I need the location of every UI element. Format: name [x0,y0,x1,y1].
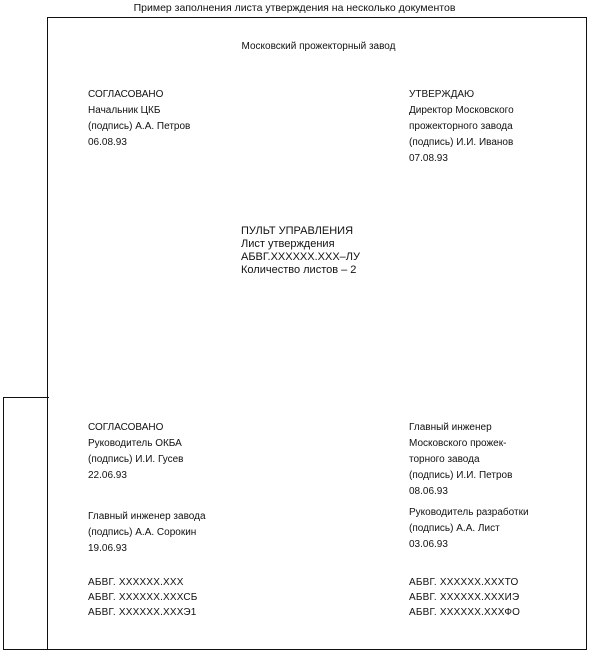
document-code-item: АБВГ. ХХХХХХ.ХХХЭ1 [88,607,197,618]
organization-name: Московский прожекторный завод [241,41,396,52]
approval-block-bottom-left [88,420,183,484]
document-codes-right [409,575,520,620]
chief-engineer-signature: (подпись) А.А. Сорокин [88,527,197,538]
document-name: ПУЛЬТ УПРАВЛЕНИЯ [241,225,354,237]
document-code-item: АБВГ. ХХХХХХ.ХХХСБ [88,592,198,603]
document-code: АБВГ.ХХХХХХ.ХХХ–ЛУ [241,251,360,263]
document-sheets-count: Количество листов – 2 [241,264,357,276]
document-code-item: АБВГ. ХХХХХХ.ХХХ [88,577,184,588]
document-codes-left [88,575,198,620]
chief-engineer-date: 19.06.93 [88,543,127,554]
figure-caption: Пример заполнения листа утверждения на несколько документов [133,2,456,14]
chief-engineer-right-block [409,420,512,500]
approve-signature: (подпись) И.И. Иванов [409,137,514,148]
approve-position-line2: прожекторного завода [409,121,513,132]
chief-engineer-right-signature: (подпись) И.И. Петров [409,470,513,481]
approval-date: 06.08.93 [88,137,127,148]
chief-engineer-right-line2: Московского прожек- [409,438,507,449]
approval-date: 22.06.93 [88,470,127,481]
approval-position: Руководитель ОКБА [88,438,182,449]
chief-engineer-right-date: 08.06.93 [409,486,448,497]
approval-heading: СОГЛАСОВАНО [88,422,164,433]
approval-heading: СОГЛАСОВАНО [88,89,164,100]
document-code-item: АБВГ. ХХХХХХ.ХХХИЭ [409,592,520,603]
approve-date: 07.08.93 [409,153,448,164]
chief-engineer-position: Главный инженер завода [88,511,206,522]
dev-lead-block [409,505,529,553]
chief-engineer-plant-block [88,509,206,557]
chief-engineer-right-line1: Главный инженер [409,422,492,433]
dev-lead-signature: (подпись) А.А. Лист [409,523,500,534]
approval-block-top-left [88,87,190,151]
dev-lead-position: Руководитель разработки [409,507,529,518]
dev-lead-date: 03.06.93 [409,539,448,550]
approve-position-line1: Директор Московского [409,105,514,116]
approval-signature: (подпись) А.А. Петров [88,121,191,132]
approval-position: Начальник ЦКБ [88,105,161,116]
document-title-block [241,225,360,277]
chief-engineer-right-line3: торного завода [409,454,480,465]
document-code-item: АБВГ. ХХХХХХ.ХХХФО [409,607,521,618]
document-sheet-type: Лист утверждения [241,238,335,250]
approval-signature: (подпись) И.И. Гусев [88,454,184,465]
document-code-item: АБВГ. ХХХХХХ.ХХХТО [409,577,519,588]
approve-block-top-right [409,87,514,167]
binding-strip-frame [3,397,49,650]
approve-heading: УТВЕРЖДАЮ [409,89,475,100]
